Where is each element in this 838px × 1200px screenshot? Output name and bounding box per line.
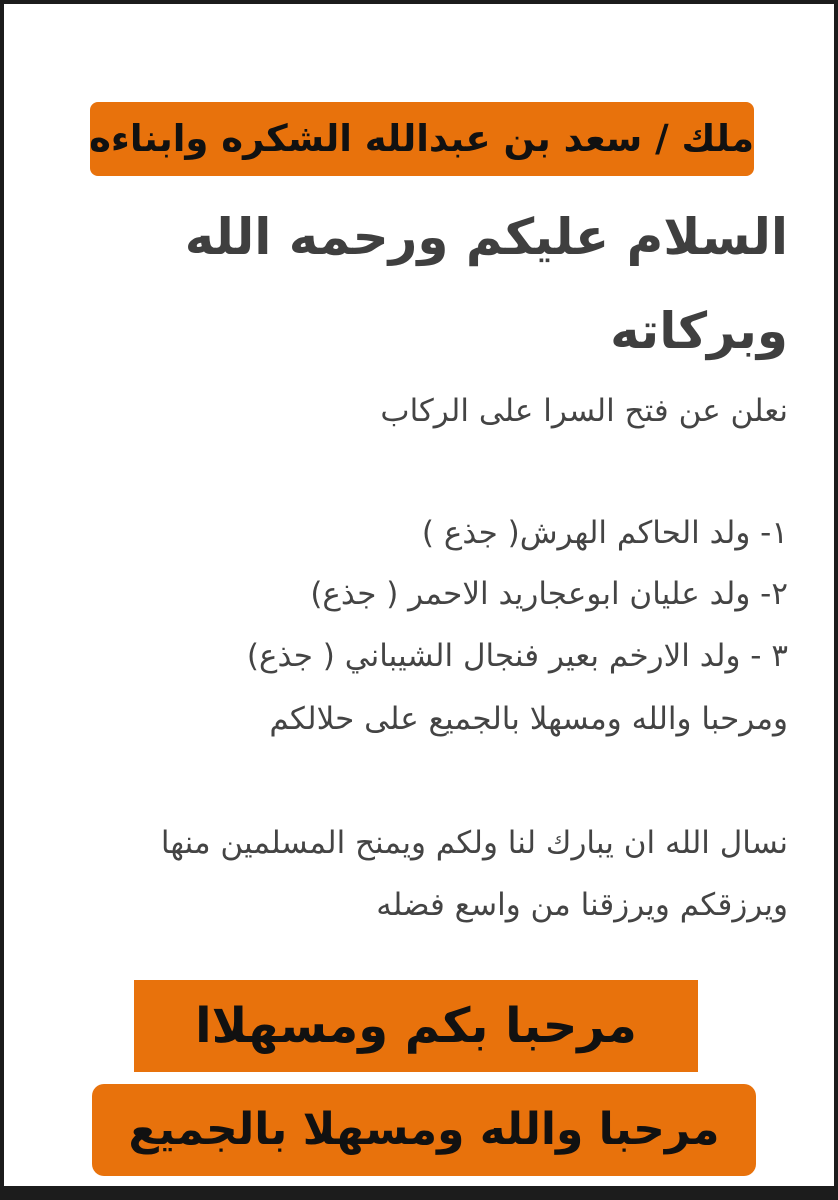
- announcement-page: [4, 4, 834, 1186]
- owner-badge: ملك / سعد بن عبدالله الشكره وابناءه: [90, 102, 754, 176]
- list-item-1: ١- ولد الحاكم الهرش( جذع ): [421, 515, 788, 551]
- intro-text: نعلن عن فتح السرا على الركاب: [380, 393, 788, 429]
- closing-banner: مرحبا والله ومسهلا بالجميع: [92, 1084, 756, 1176]
- greeting-heading: السلام عليكم ورحمه الله وبركاته: [184, 208, 788, 360]
- welcome-banner: مرحبا بكم ومسهلاا: [134, 980, 698, 1072]
- prayer-text: نسال الله ان يبارك لنا ولكم ويمنح المسلمين منها ويرزقكم ويرزقنا من واسع فضله: [160, 825, 788, 923]
- list-item-2: ٢- ولد عليان ابوعجاريد الاحمر ( جذع): [310, 576, 788, 612]
- list-item-3: ٣ - ولد الارخم بعير فنجال الشيباني ( جذع): [246, 638, 788, 674]
- welcome-line: ومرحبا والله ومسهلا بالجميع على حلالكم: [269, 701, 788, 737]
